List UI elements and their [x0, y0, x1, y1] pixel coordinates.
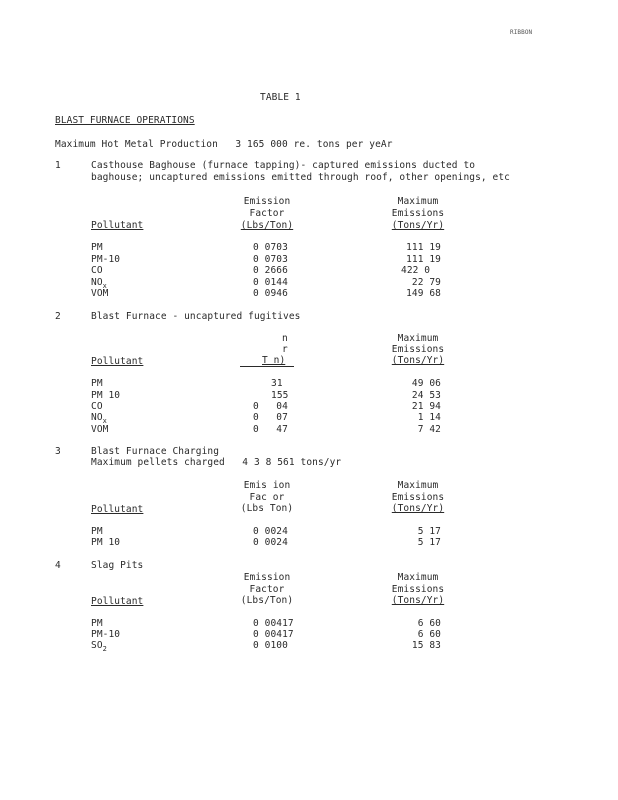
max-header: Emissions	[391, 492, 445, 503]
pollutant-cell: $SO_2$	[91, 640, 107, 653]
factor-cell: 0 07	[253, 412, 288, 423]
factor-cell: 0 2666	[253, 265, 288, 276]
pollutant-header: Pollutant	[91, 356, 144, 367]
pollutant-cell: CO	[91, 265, 103, 276]
pollutant-cell: PM-10	[91, 254, 121, 265]
max-header: (Tons/Yr)	[391, 355, 445, 366]
emissions-cell: 149 68	[406, 288, 441, 299]
pollutant-cell: VOM	[91, 288, 109, 299]
pollutant-cell: PM 10	[91, 390, 121, 401]
emissions-cell: 1 14	[417, 412, 441, 423]
max-header: Maximum	[397, 196, 439, 207]
pollutant-cell: PM	[91, 618, 103, 629]
factor-header: Emis ion	[243, 480, 291, 491]
section-number: 2	[55, 311, 61, 322]
section-title-line: Casthouse Baghouse (furnace tapping)- captured emissions ducted to	[91, 160, 476, 171]
factor-header: Fac or	[249, 492, 285, 503]
section-title-line: Blast Furnace - uncaptured fugitives	[91, 311, 301, 322]
max-header: Emissions	[391, 584, 445, 595]
max-header: Emissions	[391, 344, 445, 355]
section-number: 3	[55, 446, 61, 457]
factor-header: Emission	[243, 572, 291, 583]
emissions-cell: 24 53	[411, 390, 441, 401]
section-number: 1	[55, 160, 61, 171]
factor-header: Emission	[243, 196, 291, 207]
table-title: TABLE 1	[260, 92, 301, 103]
pollutant-cell: PM	[91, 378, 103, 389]
factor-header: Factor	[249, 208, 285, 219]
max-header: Emissions	[391, 208, 445, 219]
emissions-cell: 21 94	[411, 401, 441, 412]
factor-header: (Lbs/Ton)	[240, 595, 294, 606]
pollutant-cell: VOM	[91, 424, 109, 435]
emissions-cell: 111 19	[406, 254, 441, 265]
emissions-cell: 15 83	[411, 640, 441, 651]
emissions-cell: 111 19	[406, 242, 441, 253]
pollutant-cell: PM	[91, 242, 103, 253]
max-header: Maximum	[397, 480, 439, 491]
emissions-cell: 5 17	[417, 526, 441, 537]
factor-cell: 31	[271, 378, 283, 389]
factor-header: n	[282, 333, 288, 344]
factor-header: Factor	[249, 584, 285, 595]
factor-underline	[240, 366, 294, 367]
factor-cell: 0 0024	[253, 537, 288, 548]
pollutant-cell: $NO_x$	[91, 277, 107, 290]
factor-cell: 0 0144	[253, 277, 288, 288]
emissions-cell: 422 0	[401, 265, 431, 276]
section-title-line: baghouse; uncaptured emissions emitted through roof, other openings, etc	[91, 172, 511, 183]
max-header: Maximum	[397, 333, 439, 344]
pollutant-header: Pollutant	[91, 220, 144, 231]
max-production-line: Maximum Hot Metal Production 3 165 000 re. tons per yeAr	[55, 139, 393, 150]
factor-cell: 0 0946	[253, 288, 288, 299]
pollutant-header: Pollutant	[91, 596, 144, 607]
pollutant-cell: $NO_x$	[91, 412, 107, 425]
emissions-cell: 49 06	[411, 378, 441, 389]
factor-cell: 0 0703	[253, 254, 288, 265]
factor-cell: 0 0703	[253, 242, 288, 253]
emissions-cell: 22 79	[411, 277, 441, 288]
factor-header: (Lbs/Ton)	[240, 220, 294, 231]
max-header: (Tons/Yr)	[391, 220, 445, 231]
section-title-line: Maximum pellets charged 4 3 8 561 tons/yr	[91, 457, 342, 468]
factor-cell: 0 0100	[253, 640, 288, 651]
pollutant-header: Pollutant	[91, 504, 144, 515]
pollutant-cell: PM 10	[91, 537, 121, 548]
factor-cell: 0 04	[253, 401, 288, 412]
factor-cell: 155	[271, 390, 289, 401]
emissions-cell: 6 60	[417, 618, 441, 629]
emissions-cell: 6 60	[417, 629, 441, 640]
page-stamp: RIBBON	[510, 29, 533, 36]
section-title-line: Blast Furnace Charging	[91, 446, 220, 457]
section-title-line: Slag Pits	[91, 560, 144, 571]
max-header: (Tons/Yr)	[391, 503, 445, 514]
factor-header: T n)	[262, 355, 286, 366]
section-title: BLAST FURNACE OPERATIONS	[55, 115, 195, 126]
emissions-cell: 7 42	[417, 424, 441, 435]
max-header: Maximum	[397, 572, 439, 583]
max-header: (Tons/Yr)	[391, 595, 445, 606]
pollutant-cell: PM-10	[91, 629, 121, 640]
pollutant-cell: CO	[91, 401, 103, 412]
factor-header: (Lbs Ton)	[240, 503, 294, 514]
factor-cell: 0 47	[253, 424, 288, 435]
factor-cell: 0 00417	[253, 629, 294, 640]
section-number: 4	[55, 560, 61, 571]
pollutant-cell: PM	[91, 526, 103, 537]
factor-header: r	[282, 344, 288, 355]
factor-cell: 0 0024	[253, 526, 288, 537]
factor-cell: 0 00417	[253, 618, 294, 629]
emissions-cell: 5 17	[417, 537, 441, 548]
